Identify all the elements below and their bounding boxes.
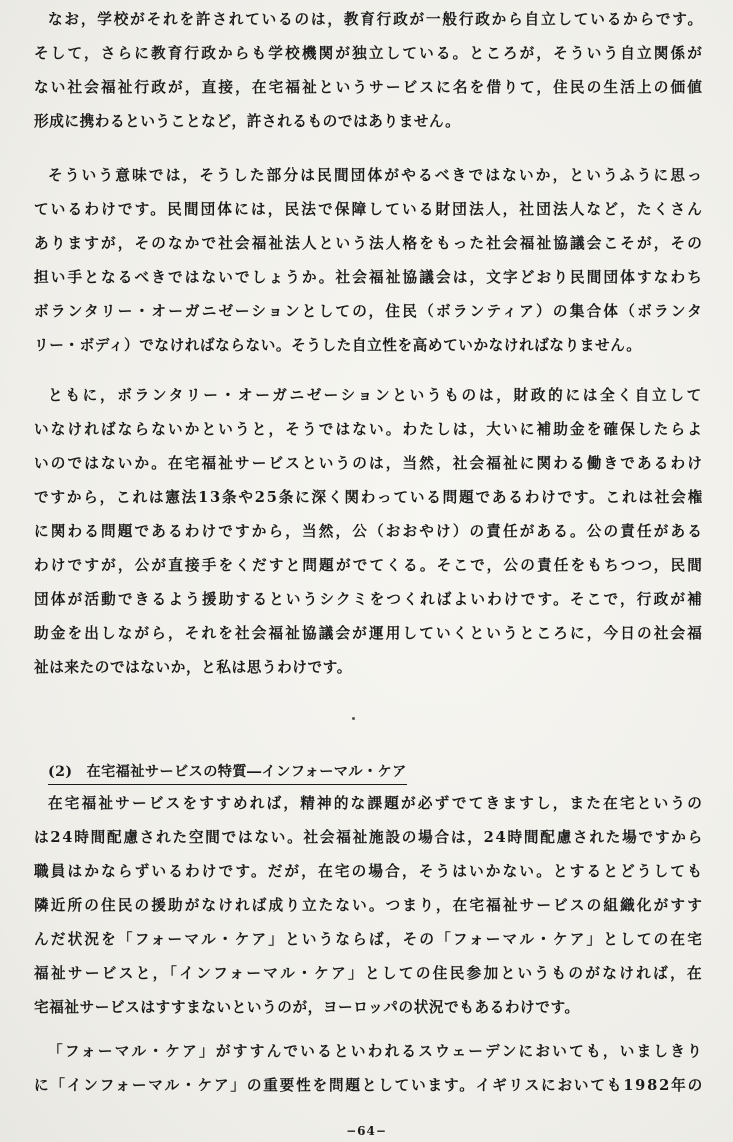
text-line: に「インフォーマル・ケア」の重要性を問題としています。イギリスにおいても1982年の xyxy=(34,1077,704,1094)
print-speck xyxy=(352,717,355,720)
text-line: 助金を出しながら，それを社会福祉協議会が運用していくというところに，今日の社会福 xyxy=(34,625,704,642)
text-line: ているわけです。民間団体には，民法で保障している財団法人，社団法人など，たくさん xyxy=(34,201,704,218)
text-line: は24時間配慮された空間ではない。社会福祉施設の場合は，24時間配慮された場ですから xyxy=(34,829,704,846)
text-line: 形成に携わるということなど，許されるものではありません。 xyxy=(34,113,461,130)
text-line: ありますが，そのなかで社会福祉法人という法人格をもった社会福祉協議会こそが，その xyxy=(34,235,704,252)
text-line: そういう意味では，そうした部分は民間団体がやるべきではないか，というふうに思っ xyxy=(48,167,704,184)
text-line: 職員はかならずいるわけです。だが，在宅の場合，そうはいかない。とするとどうしても xyxy=(34,863,704,880)
text-line: 担い手となるべきではないでしょうか。社会福祉協議会は，文字どおり民間団体すなわち xyxy=(34,269,704,286)
text-line: んだ状況を「フォーマル・ケア」というならば，その「フォーマル・ケア」としての在宅 xyxy=(34,931,704,948)
section-heading xyxy=(48,760,407,785)
text-line: ともに，ボランタリー・オーガニゼーションというものは，財政的には全く自立して xyxy=(48,387,704,404)
text-line: ボランタリー・オーガニゼーションとしての，住民（ボランティア）の集合体（ボランタ xyxy=(34,303,704,320)
text-line: リー・ボディ）でなければならない。そうした自立性を高めていかなければなりません。 xyxy=(34,337,642,354)
text-line: 祉は来たのではないか，と私は思うわけです。 xyxy=(34,659,352,676)
text-line: 宅福祉サービスはすすまないというのが，ヨーロッパの状況でもあるわけです。 xyxy=(34,999,580,1016)
text-line: そして，さらに教育行政からも学校機関が独立している。ところが，そういう自立関係が xyxy=(34,45,704,62)
section-title: 在宅福祉サービスの特質―インフォーマル・ケア xyxy=(86,764,407,780)
text-line: いなければならないかというと，そうではない。わたしは，大いに補助金を確保したらよ xyxy=(34,421,704,438)
text-line: 隣近所の住民の援助がなければ成り立たない。つまり，在宅福祉サービスの組織化がすす xyxy=(34,897,704,914)
text-line: いのではないか。在宅福祉サービスというのは，当然，社会福祉に関わる働きであるわけ xyxy=(34,455,704,472)
text-line: わけですが，公が直接手をくだすと問題がでてくる。そこで，公の責任をもちつつ，民間 xyxy=(34,557,704,574)
text-line: ですから，これは憲法13条や25条に深く関わっている問題であるわけです。これは社会権 xyxy=(34,489,704,506)
text-line: に関わる問題であるわけですから，当然，公（おおやけ）の責任がある。公の責任がある xyxy=(34,523,704,540)
text-line: ない社会福祉行政が，直接，在宅福祉というサービスに名を借りて，住民の生活上の価値 xyxy=(34,79,704,96)
text-line: 団体が活動できるよう援助するというシクミをつくればよいわけです。そこで，行政が補 xyxy=(34,591,704,608)
section-number: (2) xyxy=(48,764,73,780)
text-line: 福祉サービスと，「インフォーマル・ケア」としての住民参加というものがなければ，在 xyxy=(34,965,704,982)
text-line: 「フォーマル・ケア」がすすんでいるといわれるスウェーデンにおいても，いましきり xyxy=(48,1043,704,1060)
text-line: 在宅福祉サービスをすすめれば，精神的な課題が必ずでてきますし，また在宅というの xyxy=(48,795,704,812)
text-line: なお，学校がそれを許されているのは，教育行政が一般行政から自立しているからです。 xyxy=(48,11,704,28)
page-number: −64− xyxy=(346,1124,387,1138)
